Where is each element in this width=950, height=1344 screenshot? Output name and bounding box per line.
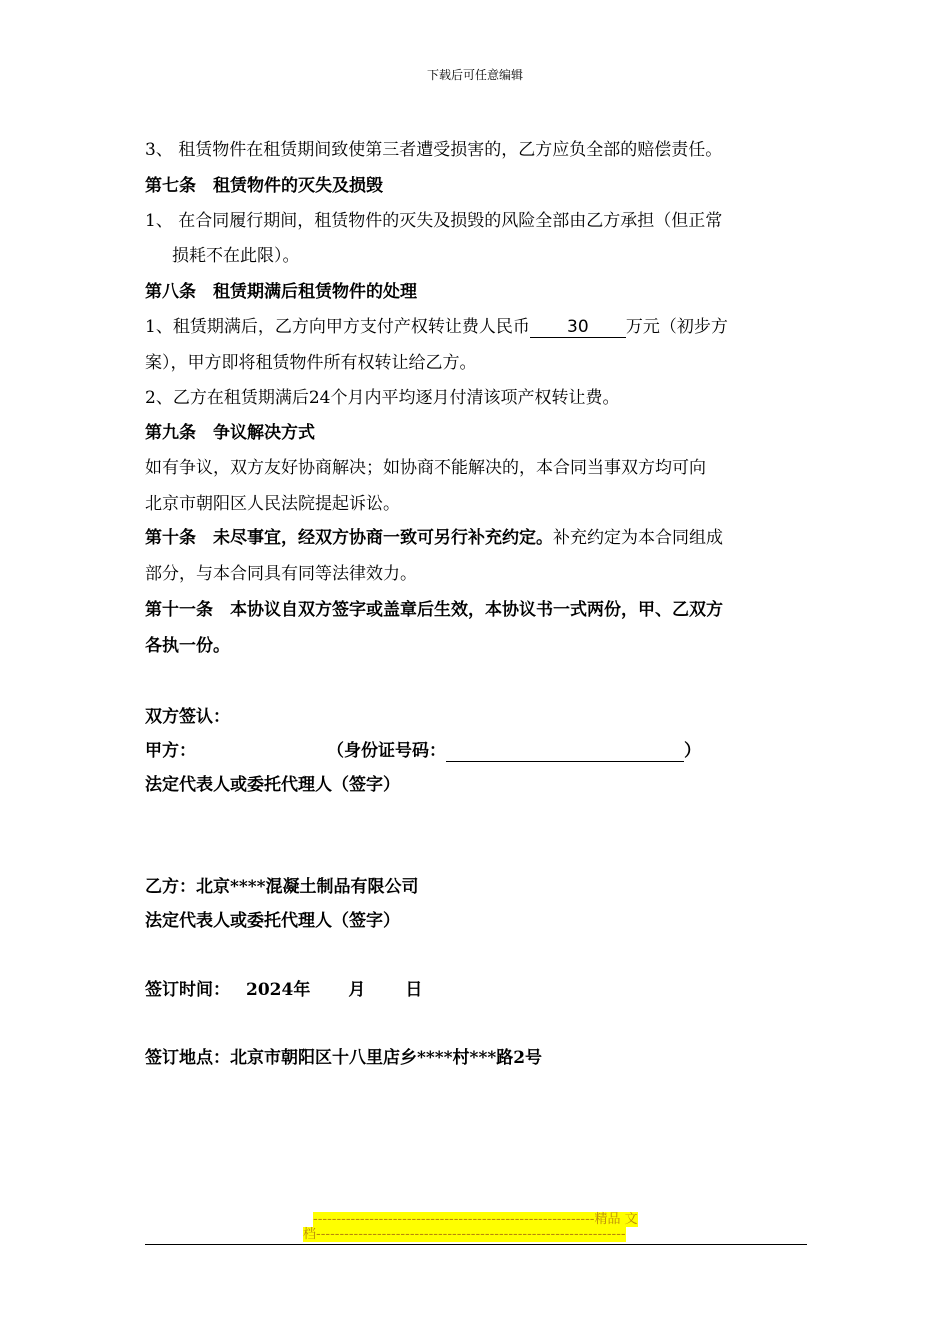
sign-date-label: 签订时间： [145, 980, 230, 1000]
article-9-line1: 如有争议，双方友好协商解决；如协商不能解决的，本合同当事双方均可向 [145, 458, 706, 478]
article-8-title: 第八条 租赁期满后租赁物件的处理 [145, 282, 417, 302]
article-9-title: 第九条 争议解决方式 [145, 423, 315, 443]
party-b-representative: 法定代表人或委托代理人（签字） [145, 911, 400, 931]
sign-date-day: 日 [405, 980, 423, 1000]
article-10-rest: 补充约定为本合同组成 [553, 528, 723, 548]
id-number-label: （身份证号码： [327, 741, 446, 761]
clause-8-1-line1 [145, 312, 728, 338]
sign-date-month: 月 [348, 980, 366, 1000]
sign-date-row [145, 975, 422, 1000]
clause-7-3: 3、 租赁物件在租赁期间致使第三者遭受损害的，乙方应负全部的赔偿责任。 [145, 140, 723, 160]
clause-8-2: 2、乙方在租赁期满后24个月内平均逐月付清该项产权转让费。 [145, 388, 620, 408]
party-a-representative: 法定代表人或委托代理人（签字） [145, 775, 400, 795]
signature-title: 双方签认： [145, 707, 230, 727]
article-9-line2: 北京市朝阳区人民法院提起诉讼。 [145, 494, 400, 514]
party-a-row [145, 736, 701, 762]
id-number-blank [446, 741, 684, 762]
sign-date-year: 2024年 [246, 980, 311, 1000]
clause-8-1-line2: 案），甲方即将租赁物件所有权转让给乙方。 [145, 353, 477, 373]
article-10-title: 第十条 未尽事宜，经双方协商一致可另行补充约定。 [145, 528, 553, 548]
clause-7-1-line1: 1、 在合同履行期间，租赁物件的灭失及损毁的风险全部由乙方承担（但正常 [145, 211, 723, 231]
sign-place: 签订地点：北京市朝阳区十八里店乡****村***路2号 [145, 1048, 543, 1068]
article-7-title: 第七条 租赁物件的灭失及损毁 [145, 176, 383, 196]
id-number-close: ） [684, 741, 701, 761]
clause-8-1-suffix: 万元（初步方 [625, 317, 728, 337]
article-10-line1 [145, 523, 723, 548]
clause-7-1-line2: 损耗不在此限）。 [172, 246, 300, 266]
page-header: 下载后可任意编辑 [426, 68, 523, 82]
footer-rule [145, 1244, 807, 1245]
footer-highlight-line2: 档------------------------------------------------------------------ [303, 1227, 626, 1242]
footer-highlight-line1: ------------------------------------------------------------精品 文 [313, 1212, 638, 1227]
article-11-line2: 各执一份。 [145, 636, 230, 656]
party-b-label: 乙方：北京****混凝土制品有限公司 [145, 877, 419, 897]
transfer-fee-value: 30 [530, 317, 626, 338]
clause-8-1-prefix: 1、租赁期满后，乙方向甲方支付产权转让费人民币 [145, 317, 530, 337]
article-11-line1: 第十一条 本协议自双方签字或盖章后生效，本协议书一式两份，甲、乙双方 [145, 600, 723, 620]
party-a-label: 甲方： [145, 741, 196, 761]
article-10-line2: 部分，与本合同具有同等法律效力。 [145, 564, 417, 584]
